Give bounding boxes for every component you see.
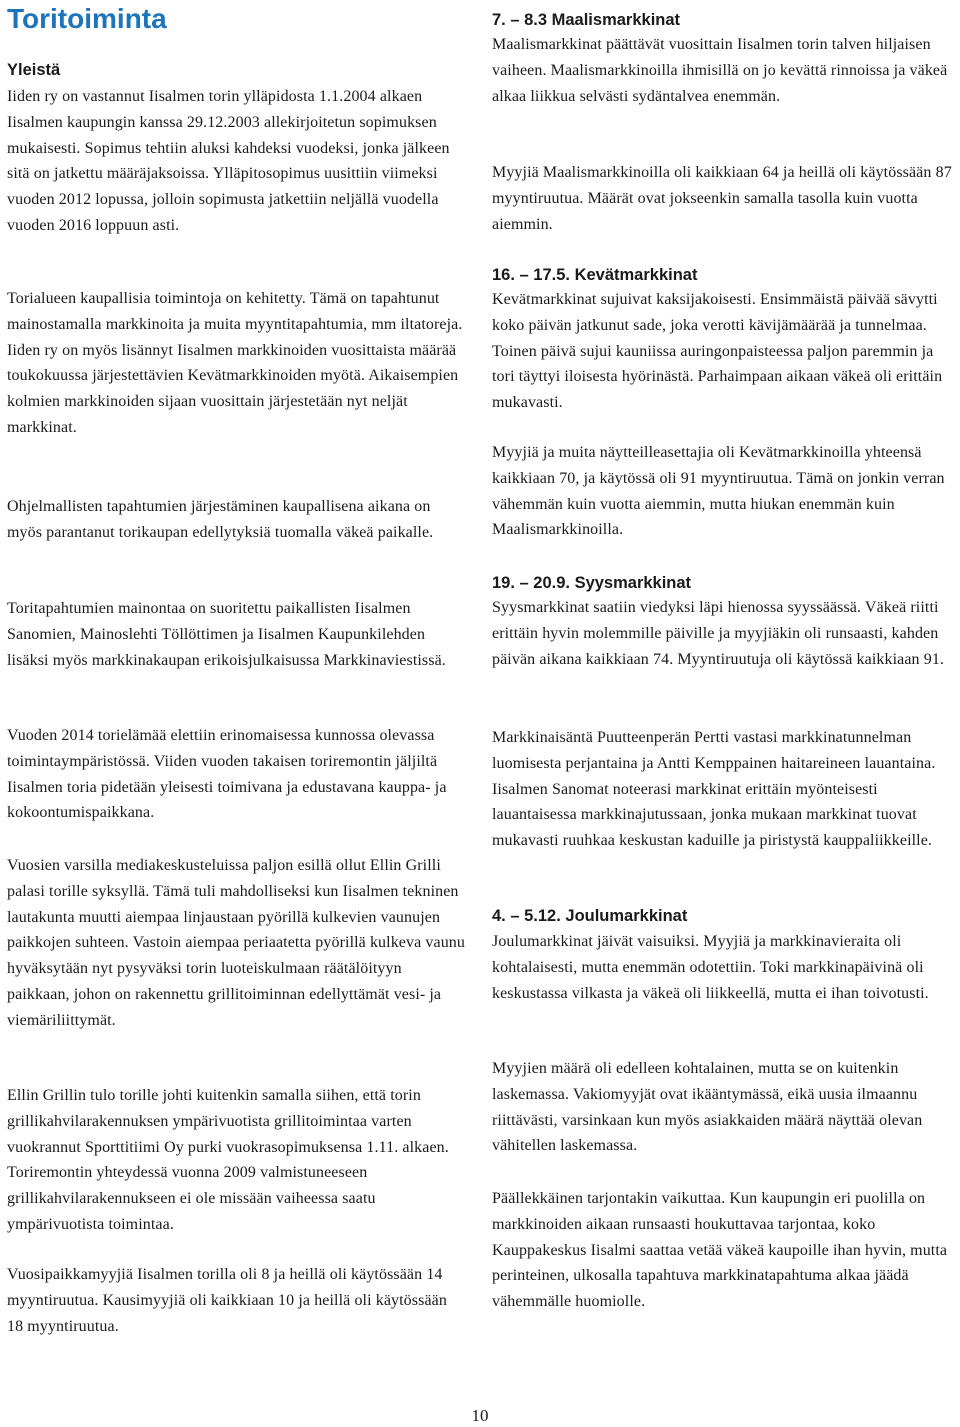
section-heading-general: Yleistä <box>7 61 61 79</box>
paragraph: Joulumarkkinat jäivät vaisuiksi. Myyjiä ja markkinavieraita oli kohtalaisesti, mutta enemmän odotettiin. Toki markkinapäivinä oli keskustassa vilkasta ja väkeä oli liikkeellä, mutta ei ihan toivotusti. <box>492 933 929 1002</box>
paragraph: Myyjiä ja muita näytteilleasettajia oli Kevätmarkkinoilla yhteensä kaikkiaan 70, ja käytössä oli 91 myyntiruutua. Tämä on jonkin verran vähemmän kuin vuotta aiemmin, mutta hiukan enemmän kuin Maalismarkkinoilla. <box>492 444 945 539</box>
section-heading-syysmarkkinat: 19. – 20.9. Syysmarkkinat <box>492 574 692 592</box>
paragraph: Myyjiä Maalismarkkinoilla oli kaikkiaan 64 ja heillä oli käytössään 87 myyntiruutua. Määrät ovat jokseenkin samalla tasolla kuin vuotta aiemmin. <box>492 164 952 233</box>
section-heading-kevatmarkkinat: 16. – 17.5. Kevätmarkkinat <box>492 266 698 284</box>
paragraph: Myyjien määrä oli edelleen kohtalainen, mutta se on kuitenkin laskemassa. Vakiomyyjät ovat ikääntymässä, eikä uusia ilmaannu riittävästi, varsinkaan kun myös asiakkaiden määrä näyttää olevan vähitellen laskemassa. <box>492 1060 923 1155</box>
paragraph: Torialueen kaupallisia toimintoja on kehitetty. Tämä on tapahtunut mainostamalla markkinoita ja muita myyntitapahtumia, mm iltatoreja. Iiden ry on myös lisännyt Iisalmen markkinoiden vuosittaista määrää toukokuussa järjestettävien Kevätmarkkinoiden myötä. Aikaisempien kolmien markkinoiden sijaan vuosittain järjestetään nyt neljät markkinat. <box>7 290 463 436</box>
paragraph: Vuoden 2014 torielämää elettiin erinomaisessa kunnossa olevassa toimintaympäristössä. Viiden vuoden takaisen toriremontin jäljiltä Iisalmen toria pidetään yleisesti toimivana ja edustavana kauppa- ja kokoontumispaikkana. <box>7 727 447 822</box>
paragraph: Iiden ry on vastannut Iisalmen torin ylläpidosta 1.1.2004 alkaen Iisalmen kaupungin kanssa 29.12.2003 allekirjoitetun sopimuksen mukaisesti. Sopimus tehtiin aluksi kahdeksi vuodeksi, jonka jälkeen sitä on jatkettu määräjaksoissa. Ylläpitosopimus uusittiin viimeksi vuoden 2012 lopussa, jolloin sopimusta jatkettiin neljällä vuodella vuoden 2016 loppuun asti. <box>7 88 450 234</box>
paragraph: Markkinaisäntä Puutteenperän Pertti vastasi markkinatunnelman luomisesta perjantaina ja Antti Kemppainen haitareineen lauantaina. Iisalmen Sanomat noteerasi markkinat erittäin myönteisesti lauantaisessa markkinajutussaan, jonka mukaan markkinat tuovat mukavasti ruuhkaa keskustan kaduille ja piristystä kauppaliikkeille. <box>492 729 936 850</box>
paragraph: Maalismarkkinat päättävät vuosittain Iisalmen torin talven hiljaisen vaiheen. Maalismarkkinoilla ihmisillä on jo kevättä rinnoissa ja väkeä alkaa liikkua selvästi sydäntalvea enemmän. <box>492 36 948 105</box>
section-heading-maalismarkkinat: 7. – 8.3 Maalismarkkinat <box>492 11 681 29</box>
paragraph: Ohjelmallisten tapahtumien järjestäminen kaupallisena aikana on myös parantanut torikaupan edellytyksiä tuomalla väkeä paikalle. <box>7 498 434 541</box>
paragraph: Ellin Grillin tulo torille johti kuitenkin samalla siihen, että torin grillikahvilarakennuksen ympärivuotista grillitoimintaa varten vuokrannut Sporttitiimi Oy purki vuokrasopimuksensa 1.11. alkaen. Toriremontin yhteydessä vuonna 2009 valmistuneeseen grillikahvilarakennukseen ei ole missään vaiheessa saatu ympärivuotista toimintaa. <box>7 1087 449 1233</box>
page-number: 10 <box>471 1406 489 1425</box>
paragraph: Kevätmarkkinat sujuivat kaksijakoisesti. Ensimmäistä päivää sävytti koko päivän jatkunut sade, joka verotti kävijämäärää ja tunnelmaa. Toinen päivä sujui kauniissa auringonpaisteessa paljon paremmin ja tori täyttyi iloisesta hyörinästä. Parhaimpaan aikaan väkeä oli erittäin mukavasti. <box>492 291 943 412</box>
paragraph: Syysmarkkinat saatiin viedyksi läpi hienossa syyssäässä. Väkeä riitti erittäin hyvin molemmille päiville ja myyjiäkin oli runsaasti, kahden päivän aikana kaikkiaan 74. Myyntiruutuja oli käytössä kaikkiaan 91. <box>492 599 945 668</box>
paragraph: Päällekkäinen tarjontakin vaikuttaa. Kun kaupungin eri puolilla on markkinoiden aikaan runsaasti houkuttavaa tarjontaa, koko Kauppakeskus Iisalmi saattaa vetää väkeä kaupoille ihan hyvin, mutta perinteinen, ulkosalla tapahtuva markkinatapahtuma alkaa jäädä vähemmälle huomiolle. <box>492 1190 948 1311</box>
paragraph: Vuosien varsilla mediakeskusteluissa paljon esillä ollut Ellin Grilli palasi torille syksyllä. Tämä tuli mahdolliseksi kun Iisalmen tekninen lautakunta muutti aiempaa linjaustaan pyörillä kulkevien vaunujen paikkojen suhteen. Vastoin aiempaa periaatetta pyörillä kulkeva vaunu hyväksytään nyt pysyväksi torin luoteiskulmaan räätälöityyn paikkaan, johon on rakennettu grillitoiminnan edellyttämät vesi- ja viemäriliittymät. <box>7 857 466 1029</box>
paragraph: Vuosipaikkamyyjiä Iisalmen torilla oli 8 ja heillä oli käytössään 14 myyntiruutua. Kausimyyjiä oli kaikkiaan 10 ja heillä oli käytössään 18 myyntiruutua. <box>7 1266 447 1335</box>
page-title: Toritoiminta <box>7 3 167 34</box>
paragraph: Toritapahtumien mainontaa on suoritettu paikallisten Iisalmen Sanomien, Mainoslehti Töllöttimen ja Iisalmen Kaupunkilehden lisäksi myös markkinakaupan erikoisjulkaisussa Markkinaviestissä. <box>7 600 446 669</box>
section-heading-joulumarkkinat: 4. – 5.12. Joulumarkkinat <box>492 907 688 925</box>
